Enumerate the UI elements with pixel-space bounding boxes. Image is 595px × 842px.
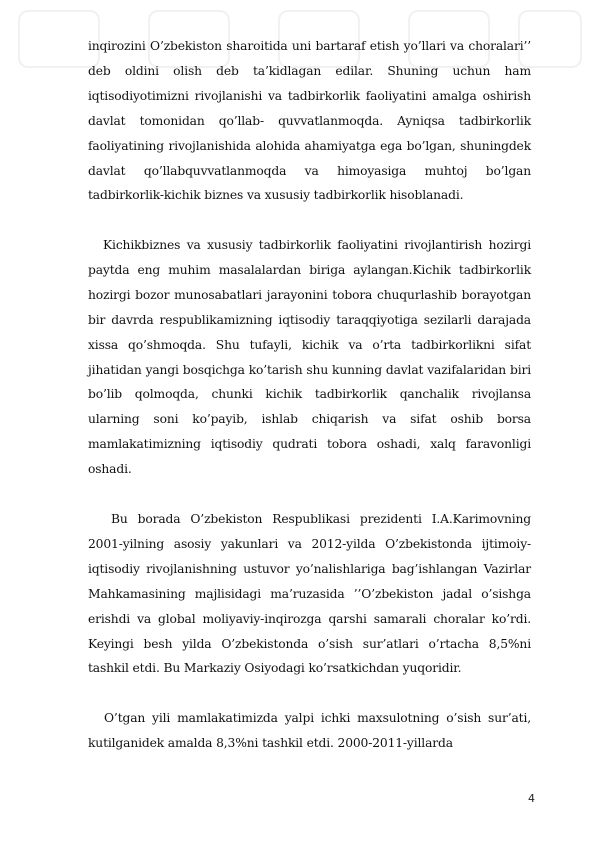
- paragraph: inqirozini O’zbekiston sharoitida uni bartaraf etish yo’llari va choralari’’ deb oldini olish deb ta’kidlagan edilar. Shuning uchun ham iqtisodiyotimizni rivojlanishi va tadbirkorlik faoliyatini amalga oshirish davlat tomonidan qo’llab- quvvatlanmoqda. Ayniqsa tadbirkorlik faoliyatining rivojlanishida alohida ahamiyatga ega bo’lgan, shuningdek davlat qo’llabquvvatlanmoqda va himoyasiga muhtoj bo’lgan tadbirkorlik-kichik biznes va xususiy tadbirkorlik hisoblanadi.: [88, 39, 531, 203]
- page-number: 4: [528, 792, 535, 805]
- paragraph: Bu borada O’zbekiston Respublikasi prezidenti I.A.Karimovning 2001-yilning asosiy yakunlari va 2012-yilda O’zbekistonda ijtimoiy-iqtisodiy rivojlanishning ustuvor yo’nalishlariga bag’ishlangan Vazirlar Mahkamasining majlisidagi ma’ruzasida ’’O’zbekiston jadal o’sishga erishdi va global moliyaviy-inqirozga qarshi samarali choralar ko’rdi. Keyingi besh yilda O’zbekistonda o’sish sur’atlari o’rtacha 8,5%ni tashkil etdi. Bu Markaziy Osiyodagi ko’rsatkichdan yuqoridir.: [88, 512, 531, 676]
- paragraph: Kichikbiznes va xususiy tadbirkorlik faoliyatini rivojlantirish hozirgi paytda eng muhim masalalardan biriga aylangan.Kichik tadbirkorlik hozirgi bozor munosabatlari jarayonini tobora chuqurlashib borayotgan bir davrda respublikamizning iqtisodiy taraqqiyotiga sezilarli darajada xissa qo’shmoqda. Shu tufayli, kichik va o’rta tadbirkorlikni sifat jihatidan yangi bosqichga ko’tarish shu kunning davlat vazifalaridan biri bo’lib qolmoqda, chunki kichik tadbirkorlik qanchalik rivojlansa ularning soni ko’payib, ishlab chiqarish va sifat oshib borsa mamlakatimizning iqtisodiy qudrati tobora oshadi, xalq faravonligi oshadi.: [88, 238, 531, 477]
- paragraph: O’tgan yili mamlakatimizda yalpi ichki maxsulotning o’sish sur’ati, kutilganidek amalda 8,3%ni tashkil etdi. 2000-2011-yillarda: [88, 711, 531, 750]
